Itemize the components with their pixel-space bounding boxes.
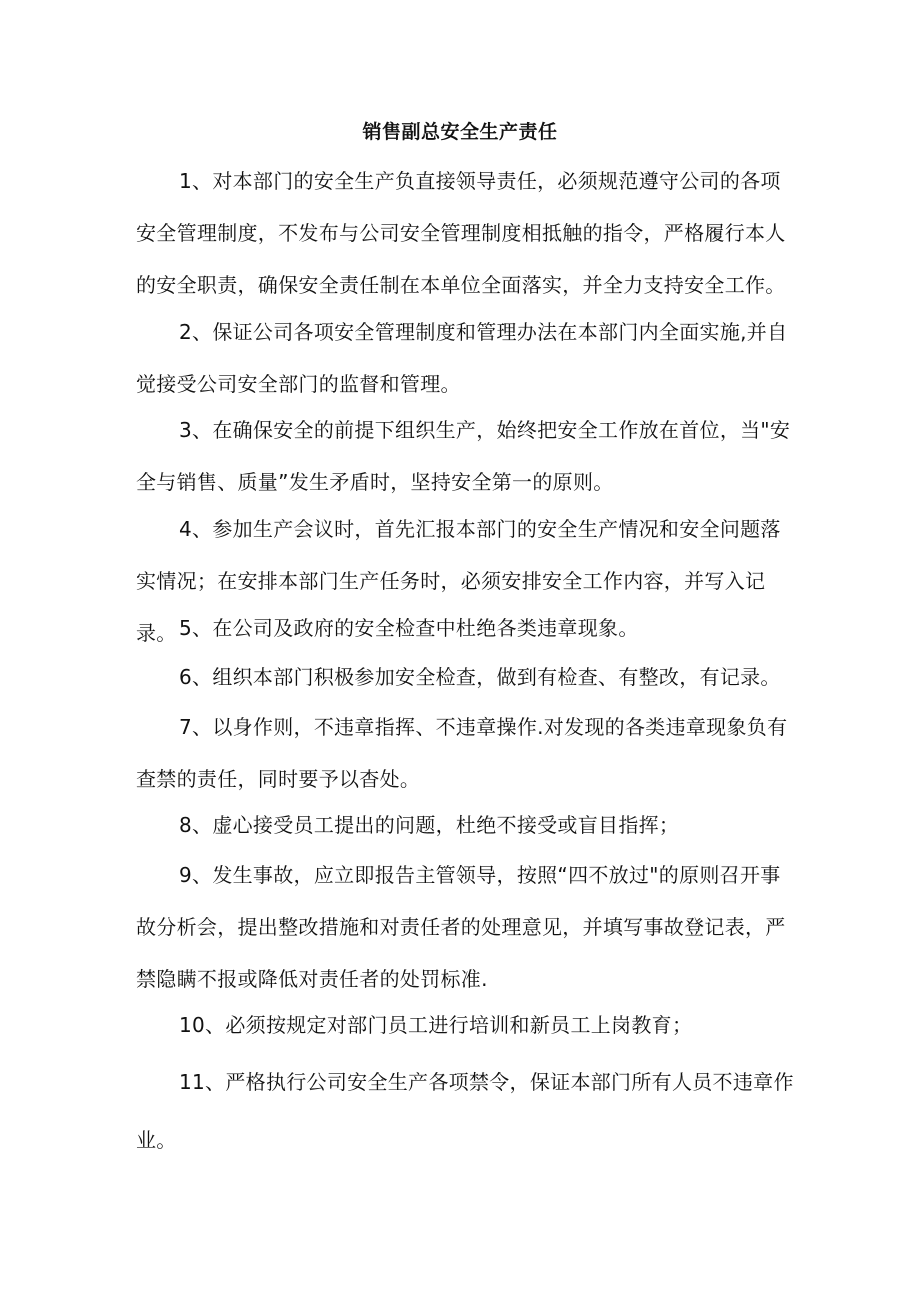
- clause-9: 9、发生事故，应立即报告主管领导，按照“四不放过"的原则召开事故分析会，提出整改措施和对责任者的处理意见，并填写事故登记表，严禁隐瞒不报或降低对责任者的处罚标准.: [136, 863, 786, 991]
- clause-7: 7、以身作则，不违章指挥、不违章操作.对发现的各类违章现象负有查禁的责任，同时要予以杳处。: [136, 715, 788, 791]
- clause-2: 2、保证公司各项安全管理制度和管理办法在本部门内全面实施,并自觉接受公司安全部门的监督和管理。: [136, 320, 788, 396]
- clause-11: 11、严格执行公司安全生产各项禁令，保证本部门所有人员不违章作业。: [136, 1070, 794, 1152]
- clause-5: 5、在公司及政府的安全检查中杜绝各类违章现象。: [179, 616, 639, 640]
- clause-10: 10、必须按规定对部门员工进行培训和新员工上岗教育；: [179, 1013, 693, 1037]
- clause-6: 6、组织本部门积极参加安全检查，做到有检查、有整改，有记录。: [179, 665, 781, 689]
- clause-4: 4、参加生产会议时，首先汇报本部门的安全生产情况和安全问题落实情况；在安排本部门生产任务时，必须安排安全工作内容，并写入记录。: [136, 517, 781, 645]
- clause-8: 8、虚心接受员工提出的问题，杜绝不接受或盲目指挥；: [179, 813, 680, 837]
- document-title: 销售副总安全生产责任: [362, 121, 558, 143]
- clause-1: 1、对本部门的安全生产负直接领导责任，必须规范遵守公司的各项安全管理制度，不发布与公司安全管理制度相抵触的指令，严格履行本人的安全职责，确保安全责任制在本单位全面落实，并全力支持安全工作。: [136, 169, 786, 297]
- clause-3: 3、在确保安全的前提下组织生产，始终把安全工作放在首位，当"安全与销售、质量”发生矛盾时，坚持安全第一的原则。: [136, 418, 791, 494]
